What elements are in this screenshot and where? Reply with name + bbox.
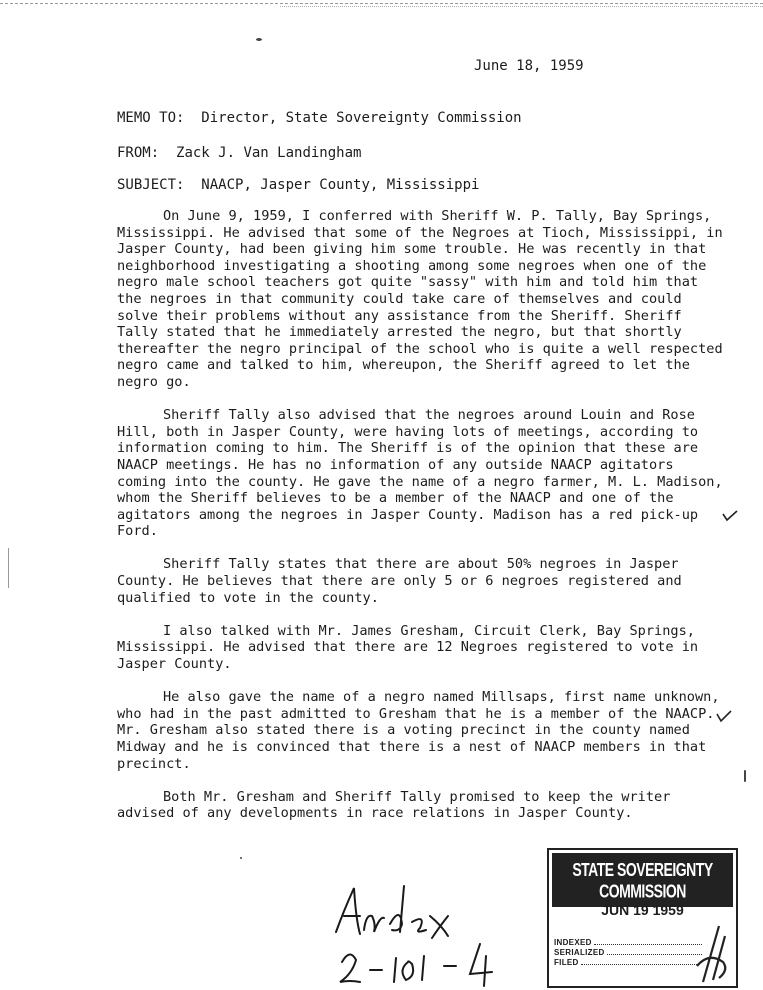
memo-to-label: MEMO TO: bbox=[117, 110, 185, 126]
stamp-date: JUN 19 1959 bbox=[601, 902, 684, 918]
stamp-indexed-label: INDEXED bbox=[554, 938, 592, 947]
memo-date: June 18, 1959 bbox=[474, 58, 584, 74]
memo-subject-label: SUBJECT: bbox=[117, 177, 185, 193]
memo-from-label: FROM: bbox=[117, 145, 160, 161]
memo-paragraph: Sheriff Tally also advised that the negroes around Louin and Rose Hill, both in Jasper County, were having lots of meetings, according to information coming to him. The Sheriff is of the opinion that these are NAACP meetings. He has no information of any outside NAACP agitators coming into the county. He gave the name of a negro farmer, M. L. Madison, whom the Sheriff believes to be a member of the NAACP and one of the agitators among the negroes in Jasper County. Madison has a red pick-up Ford. bbox=[117, 407, 723, 540]
margin-check-mark bbox=[716, 710, 732, 724]
margin-check-mark bbox=[722, 509, 738, 523]
memo-paragraph: Both Mr. Gresham and Sheriff Tally promised to keep the writer advised of any developments in race relations in Jasper County. bbox=[117, 788, 671, 822]
page-top-border-dotted bbox=[280, 0, 763, 7]
memo-subject-value: NAACP, Jasper County, Mississippi bbox=[201, 177, 480, 193]
stamp-title: STATE SOVEREIGNTY COMMISSION bbox=[552, 853, 733, 907]
stamp-serialized-label: SERIALIZED bbox=[554, 948, 605, 957]
memo-paragraph: He also gave the name of a negro named Millsaps, first name unknown, who had in the past admitted to Gresham that he is a member of the NAACP. Mr. Gresham also stated there is a voting precinct in the county named Midway and he is convinced that there is a nest of NAACP members in that precinct. bbox=[117, 689, 720, 772]
stamp-filed-label: FILED bbox=[554, 958, 579, 967]
ink-speck bbox=[256, 38, 262, 41]
memo-subject-line bbox=[117, 177, 479, 193]
ink-speck bbox=[8, 548, 9, 588]
stamp-serialized-row bbox=[554, 948, 702, 957]
handwritten-index-word bbox=[330, 880, 480, 940]
stamp-filed-row bbox=[554, 958, 699, 967]
handwritten-file-number bbox=[336, 940, 506, 988]
memo-paragraph: Sheriff Tally states that there are about 50% negroes in Jasper County. He believes that there are only 5 or 6 negroes registered and qualified to vote in the county. bbox=[117, 556, 682, 606]
memo-paragraph: On June 9, 1959, I conferred with Sheriff W. P. Tally, Bay Springs, Mississippi. He advised that some of the Negroes at Tioch, Mississippi, in Jasper County, had been giving him some trouble. He was recently in that neighborhood investigating a shooting among some negroes when one of the negro male school teachers got quite "sassy" with him and told him that the negroes in that community could take care of themselves and could solve their problems without any assistance from the Sheriff. Sheriff Tally stated that he immediately arrested the negro, but that shortly thereafter the negro principal of the school who is quite a well respected negro came and talked to him, whereupon, the Sheriff agreed to let the negro go. bbox=[117, 208, 723, 390]
memo-to-value: Director, State Sovereignty Commission bbox=[201, 110, 522, 126]
memo-to-line bbox=[117, 110, 522, 126]
memo-paragraph: I also talked with Mr. James Gresham, Circuit Clerk, Bay Springs, Mississippi. He advised that there are 12 Negroes registered to vote in Jasper County. bbox=[117, 622, 699, 673]
ink-speck bbox=[240, 857, 242, 859]
received-stamp bbox=[547, 848, 738, 988]
memo-body bbox=[117, 208, 727, 839]
stamp-initials-scrawl bbox=[689, 922, 733, 984]
stamp-indexed-row bbox=[554, 938, 702, 947]
ink-speck bbox=[744, 770, 746, 782]
memo-from-line bbox=[117, 145, 361, 161]
memo-from-value: Zack J. Van Landingham bbox=[176, 145, 362, 161]
